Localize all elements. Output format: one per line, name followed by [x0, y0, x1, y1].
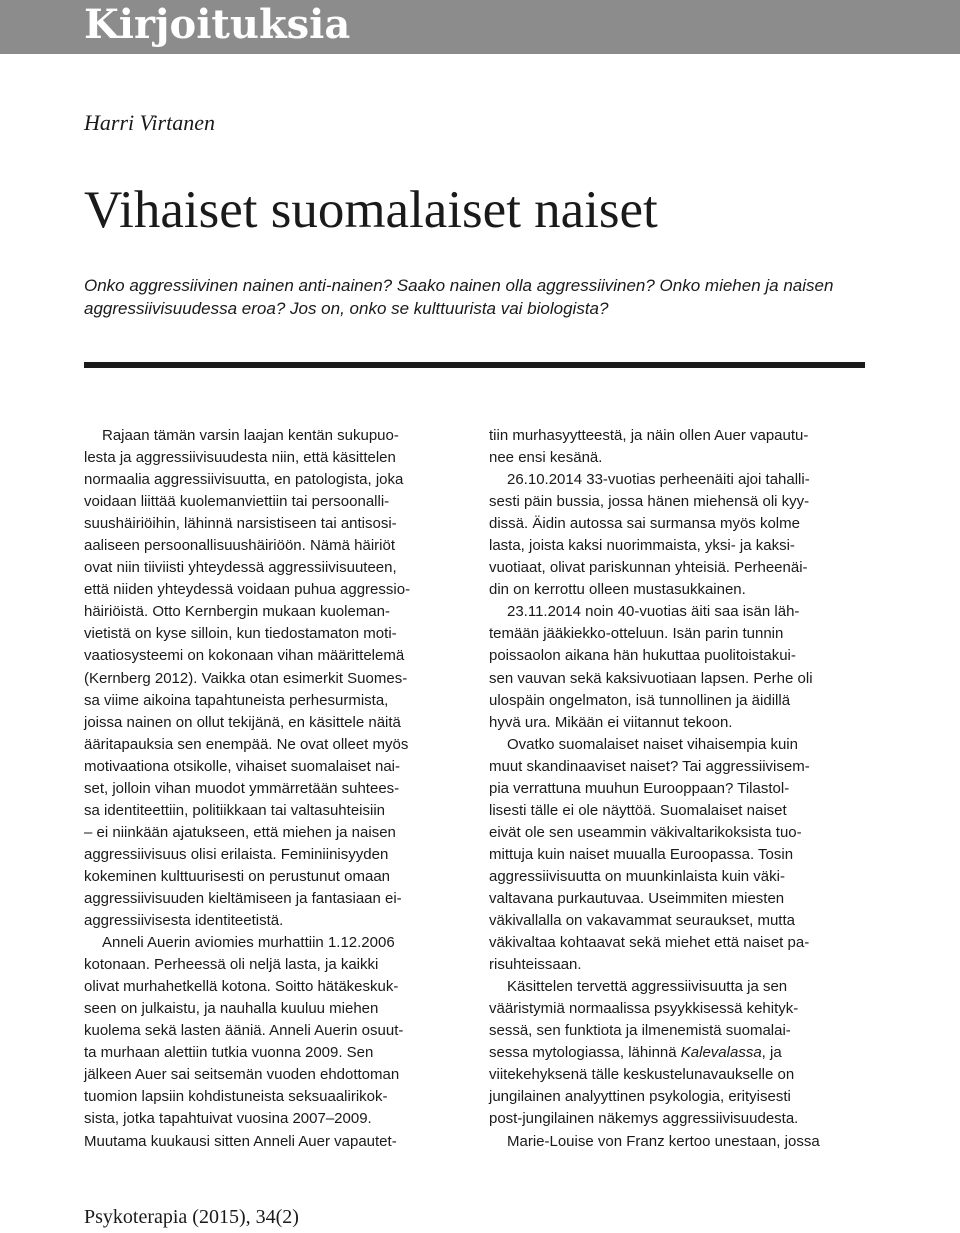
paragraph-case-2014-10: 26.10.2014 33-vuotias perheenäiti ajoi tahalli- sesti päin bussia, jossa hänen miehensä oli kyy- dissä. Äidin autossa sai surmansa myös kolme lasta, joista kaksi nuorimmaista, yksi- ja kaksi- vuotiaat, olivat pariskunnan yhteisiä. Perheenäi- din on kerrottu olleen mustasukkainen. — [489, 471, 810, 599]
section-title: Kirjoituksia — [84, 1, 351, 48]
paragraph-intro: Rajaan tämän varsin laajan kentän sukupuo- lesta ja aggressiivisuudesta niin, että käsittelen normaalia aggressiivisuutta, en patologista, joka voidaan liittää kuolemanviettiin tai persoonalli- suushäiriöihin, lähinnä narsistiseen tai antisosi- aaliseen persoonallisuushäiriöön. Nämä häiriöt ovat niin tiiviisti yhteydessä aggressiivisuuteen, että niiden yhteydessä voidaan puhua aggressio- häiriöistä. Otto Kernbergin mukaan kuoleman- vietistä on kyse silloin, kun tiedostamaton moti- vaatiosysteemi on kokonaan vihan määrittelemä (Kernberg 2012). Vaikka otan esimerkit Suomes- sa viime aikoina tapahtuneista perhesurmista, joissa nainen on ollut tekijänä, en käsittele näitä ääritapauksia sen enempää. Ne ovat olleet myös motivaationa otsikolle, vihaiset suomalaiset nai- set, jolloin vihan muodot ymmärretään suhtees- sa identiteettiin, politiikkaan tai valtasuhteisiin – ei niinkään ajatukseen, että miehen ja naisen aggressiivisuus olisi erilaista. Feminiinisyyden kokeminen kulttuurisesti on perustunut omaan aggressiivisuuden kieltämiseen ja fantasiaan ei- aggressiivisesta identiteetistä. — [84, 427, 411, 930]
paragraph-case-2014-11: 23.11.2014 noin 40-vuotias äiti saa isän läh- temään jääkiekko-otteluun. Isän parin tunnin poissaolon aikana hän hukuttaa puolitoistakui- sen vauvan sekä kaksivuotiaan lapsen. Perhe oli ulospäin ongelmaton, isä tunnollinen ja äidillä hyvä ura. Mikään ei viitannut tekoon. — [489, 603, 813, 731]
article-lead: Onko aggressiivinen nainen anti-nainen? Saako nainen olla aggressiivinen? Onko miehen ja naisen aggressiivisuudessa eroa? Jos on, onko se kulttuurista vai biologista? — [84, 276, 834, 318]
section-header-band — [0, 0, 960, 54]
body-column-left — [84, 425, 460, 1153]
paragraph-auer-case-cont: tiin murhasyytteestä, ja näin ollen Auer vapautu- nee ensi kesänä. — [489, 427, 809, 467]
kalevala-italic: Kalevalassa — [680, 1044, 762, 1062]
paragraph-von-franz: Marie-Louise von Franz kertoo unestaan, jossa — [507, 1132, 820, 1150]
journal-reference: Psykoterapia (2015), 34(2) — [84, 1206, 299, 1228]
paragraph-auer-case: Anneli Auerin aviomies murhattiin 1.12.2006 kotonaan. Perheessä oli neljä lasta, ja kaikki olivat murhahetkellä kotona. Soitto hätäkeskuk- seen on julkaistu, ja nauhalla kuuluu miehen kuolema sekä lasten ääniä. Anneli Auerin osuut- ta murhaan alettiin tutkia vuonna 2009. Sen jälkeen Auer sai seitsemän vuoden ehdottoman tuomion lapsiin kohdistuneista seksuaalirikok- sista, jotka tapahtuivat vuosina 2007–2009. Muutama kuukausi sitten Anneli Auer vapautet- — [84, 934, 404, 1150]
author-name: Harri Virtanen — [84, 110, 215, 135]
paragraph-statistics: Ovatko suomalaiset naiset vihaisempia kuin muut skandinaaviset naiset? Tai aggressiivisem- pia verrattuna muuhun Eurooppaan? Tilastol- lisesti tälle ei ole näyttöä. Suomalaiset naiset eivät ole sen useammin väkivaltarikoksista tuo- mittuja kuin naiset muualla Euroopassa. Tosin aggressiivisuutta on muunkinlaista kuin väki- valtavana purkautuvaa. Useimmiten miesten väkivallalla on vakavammat seuraukset, mutta väkivaltaa kohtaavat sekä miehet että naiset pa- risuhteissaan. — [489, 735, 810, 974]
paragraph-framework: Käsittelen tervettä aggressiivisuutta ja sen vääristymiä normaalissa psyykkisessä kehityk- sessä, sen funktiota ja ilmenemistä suomalai- sessa mytologiassa, lähinnä Kalevalassa, ja viitekehyksenä tälle keskustelunavaukselle on jungilainen analyyttinen psykologia, erityisesti post-jungilainen näkemys aggressiivisuudesta. — [489, 978, 799, 1128]
body-column-right — [489, 425, 865, 1153]
divider-rule — [84, 362, 865, 368]
article-title: Vihaiset suomalaiset naiset — [84, 181, 658, 239]
